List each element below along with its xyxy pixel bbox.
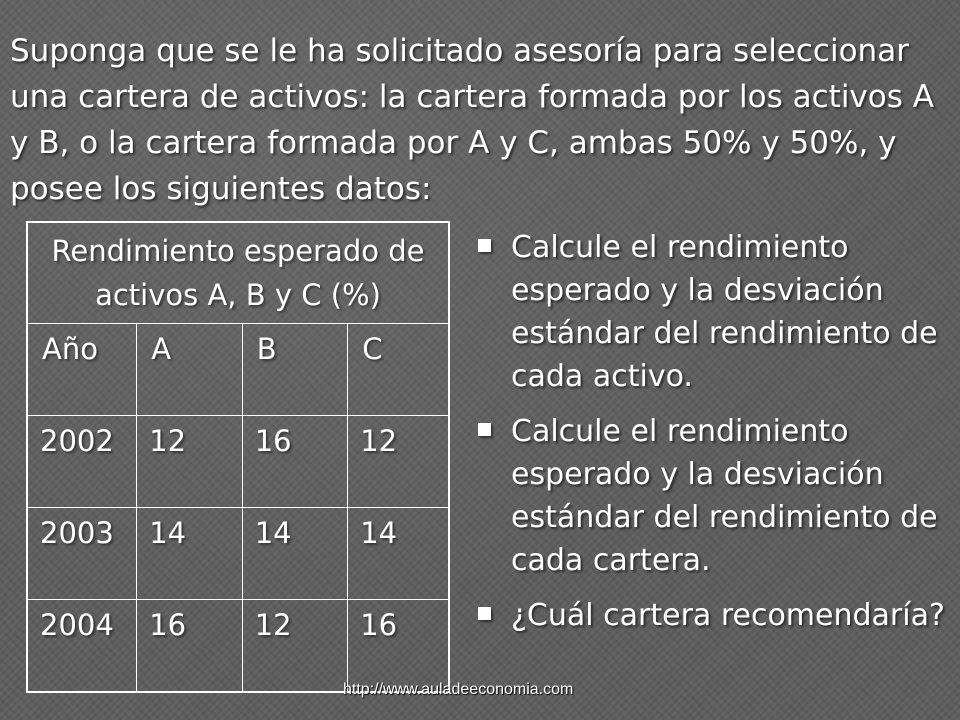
footer-url[interactable]: http://www.auladeeconomia.com [343, 681, 574, 698]
year-cell: 2004 [27, 600, 137, 693]
square-bullet-icon [478, 423, 491, 436]
value-cell-b: 14 [242, 508, 348, 600]
table-row [27, 416, 449, 508]
value-cell-b: 16 [242, 416, 348, 508]
value-cell-c: 14 [348, 508, 449, 600]
column-header-year: Año [27, 324, 137, 416]
value-cell-a: 16 [137, 600, 243, 693]
task-list [478, 226, 948, 649]
year-cell: 2003 [27, 508, 137, 600]
slide-title: Suponga que se le ha solicitado asesoría para seleccionar una cartera de activos: la cartera formada por los activos A y B, o la cartera formada por A y C, ambas 50% y 50%, y posee los siguientes datos: [10, 33, 934, 207]
value-cell-b: 12 [242, 600, 348, 693]
list-item [478, 226, 948, 398]
square-bullet-icon [478, 607, 491, 620]
table-header-row [27, 324, 449, 416]
list-item [478, 594, 948, 637]
value-cell-a: 14 [137, 508, 243, 600]
table-row [27, 600, 449, 693]
list-item-text: ¿Cuál cartera recomendaría? [511, 598, 945, 633]
table-caption: Rendimiento esperado de activos A, B y C (%) [27, 222, 449, 324]
value-cell-a: 12 [137, 416, 243, 508]
table-caption-row [27, 222, 449, 324]
list-item-text: Calcule el rendimiento esperado y la desviación estándar del rendimiento de cada activo. [511, 230, 938, 394]
column-header-c: C [348, 324, 449, 416]
column-header-b: B [242, 324, 348, 416]
value-cell-c: 16 [348, 600, 449, 693]
year-cell: 2002 [27, 416, 137, 508]
returns-table [26, 221, 450, 693]
square-bullet-icon [478, 239, 491, 252]
list-item-text: Calcule el rendimiento esperado y la desviación estándar del rendimiento de cada cartera. [511, 414, 938, 578]
column-header-a: A [137, 324, 243, 416]
value-cell-c: 12 [348, 416, 449, 508]
table-row [27, 508, 449, 600]
list-item [478, 410, 948, 582]
